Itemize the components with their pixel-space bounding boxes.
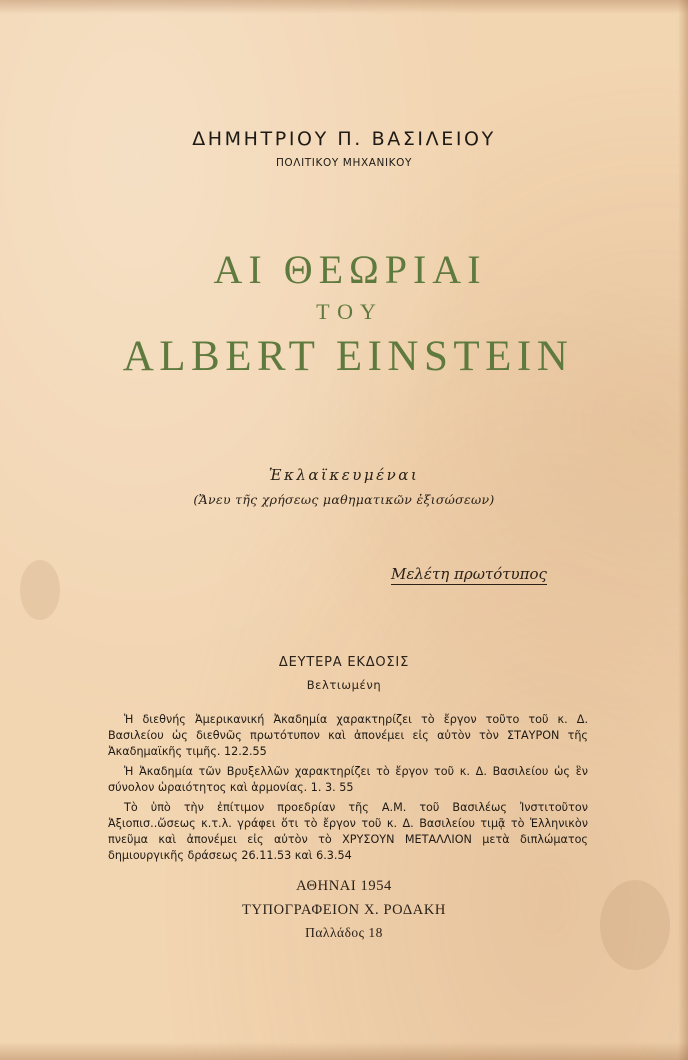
book-title-line-1: ΑΙ ΘΕΩΡΙΑΙ (213, 247, 487, 292)
printer-address: Παλλάδος 18 (305, 925, 383, 940)
page-edge-shading (0, 0, 688, 14)
paper-stain (20, 560, 60, 620)
edition-note: Βελτιωμένη (306, 678, 382, 692)
author-profession: ΠΟΛΙΤΙΚΟΥ ΜΗΧΑΝΙΚΟΥ (275, 157, 413, 169)
book-title-line-3: ALBERT EINSTEIN (122, 333, 574, 380)
page-edge-shading (0, 1042, 688, 1060)
edition-label: ΔΕΥΤΕΡΑ ΕΚΔΟΣΙΣ (278, 655, 410, 670)
popularized-note: (Ἄνευ τῆς χρήσεως μαθηματικῶν ἐξισώσεων) (193, 492, 495, 507)
popularized-label: Ἐκλαϊκευμέναι (268, 466, 420, 484)
publication-place-year: ΑΘΗΝΑΙ 1954 (296, 878, 392, 894)
book-title-line-2: ΤΟΥ (316, 299, 384, 324)
author-name: ΔΗΜΗΤΡΙΟΥ Π. ΒΑΣΙΛΕΙΟΥ (192, 128, 496, 150)
printer-name: ΤΥΠΟΓΡΑΦΕΙΟΝ Χ. ΡΟΔΑΚΗ (242, 902, 446, 918)
award-paragraph-3: Τὸ ὑπὸ τὴν ἐπίτιμον προεδρίαν τῆς Α.Μ. τοῦ Βασιλέως Ἰνστιτοῦτον Ἀξιοπισ..ὥσεως κ.τ.λ. γράφει ὅτι τὸ ἔργον τοῦ κ. Δ. Βασιλείου τιμᾷ τὸ Ἑλληνικὸν πνεῦμα καὶ ἀπονέμει εἰς αὐτὸν τὸ ΧΡΥΣΟΥΝ ΜΕΤΑΛΛΙΟΝ μετὰ διπλώματος δημιουργικῆς δράσεως 26.11.53 καὶ 6.3.54 (108, 801, 588, 862)
study-label: Μελέτη πρωτότυπος (391, 565, 547, 583)
award-paragraph-2: Ἡ Ἀκαδημία τῶν Βρυξελλῶν χαρακτηρίζει τὸ ἔργον τοῦ κ. Δ. Βασιλείου ὡς ἓν σύνολον ὡραιότητος καὶ ἁρμονίας. 1. 3. 55 (108, 765, 588, 794)
award-paragraph-1: Ἡ διεθνής Ἀμερικανική Ἀκαδημία χαρακτηρίζει τὸ ἔργον τοῦτο τοῦ κ. Δ. Βασιλείου ὡς διεθνῶς πρωτότυπον καὶ ἀπονέμει εἰς αὐτὸν τὸν ΣΤΑΥΡΟΝ τῆς Ἀκαδημαϊκῆς τιμῆς. 12.2.55 (108, 713, 588, 758)
